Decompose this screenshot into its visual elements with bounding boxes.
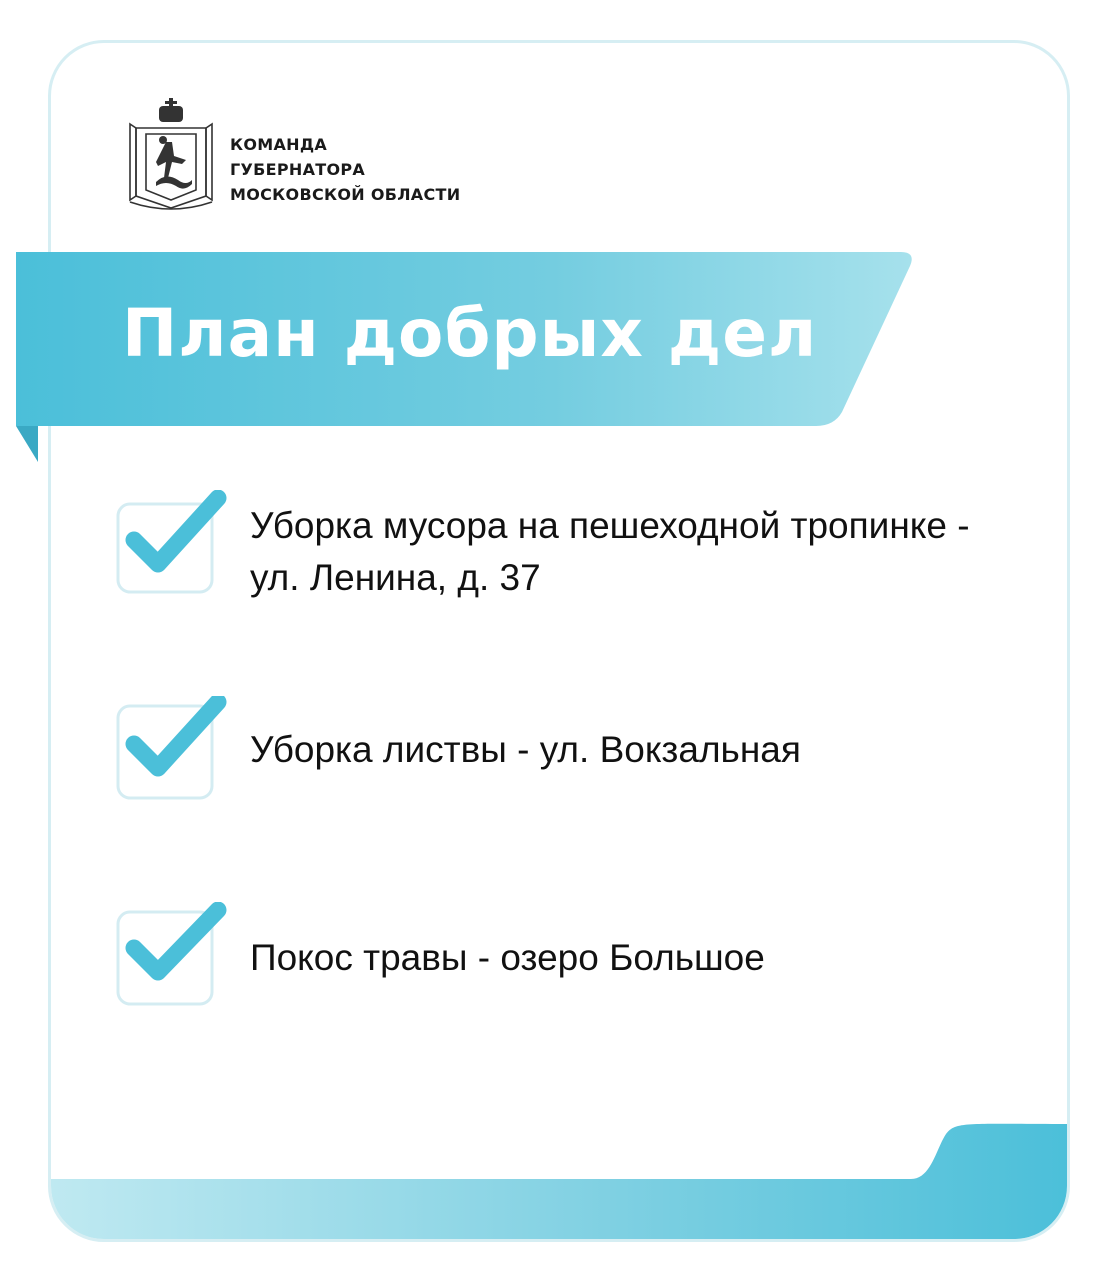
checkmark-icon xyxy=(134,702,218,768)
logo-text xyxy=(230,132,460,207)
item-line: Уборка листвы - ул. Вокзальная xyxy=(250,729,801,770)
checkmark-icon xyxy=(134,498,218,564)
item-label xyxy=(250,500,970,604)
item-label xyxy=(250,932,765,984)
item-label xyxy=(250,724,801,776)
checkmark-icon xyxy=(134,910,218,972)
checkbox-checked xyxy=(112,902,236,1010)
page-title: План добрых дел xyxy=(122,295,818,372)
logo-line-1: КОМАНДА xyxy=(230,135,328,154)
footer-band xyxy=(51,1039,1070,1239)
logo-line-3: МОСКОВСКОЙ ОБЛАСТИ xyxy=(230,185,461,204)
coat-of-arms-logo xyxy=(126,98,216,212)
checkbox-checked xyxy=(112,490,236,598)
logo-line-2: ГУБЕРНАТОРА xyxy=(230,160,366,179)
item-line: ул. Ленина, д. 37 xyxy=(250,557,541,598)
content-card xyxy=(48,40,1070,1242)
checkbox-checked xyxy=(112,696,236,804)
item-line: Уборка мусора на пешеходной тропинке - xyxy=(250,505,970,546)
item-line: Покос травы - озеро Большое xyxy=(250,937,765,978)
